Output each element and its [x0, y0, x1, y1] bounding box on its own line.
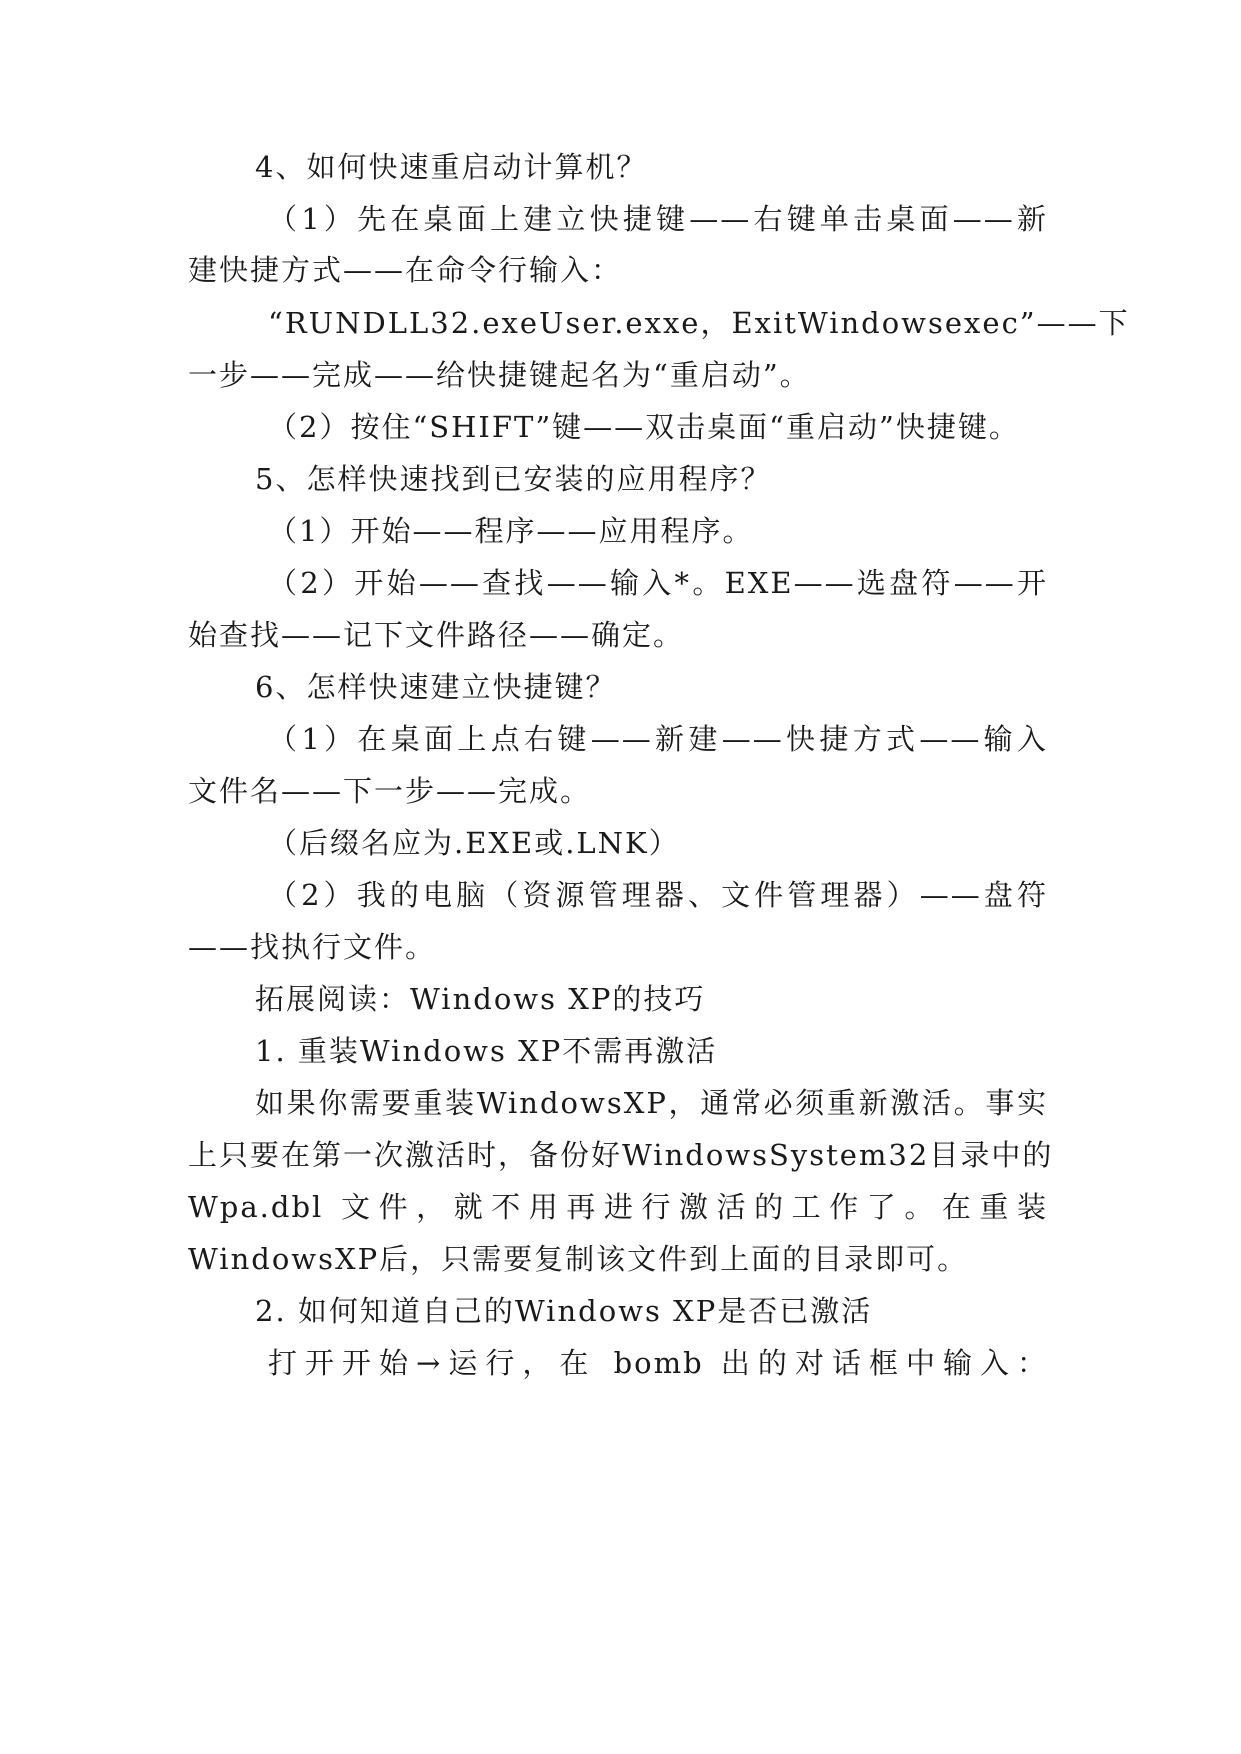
paragraph-line: （2）开始——查找——输入*。EXE——选盘符——开: [268, 566, 1048, 600]
extended-reading-heading: 拓展阅读：Windows XP的技巧: [255, 982, 706, 1016]
paragraph-line: 打开开始→运行，在 bomb 出的对话框中输入：: [268, 1346, 1048, 1380]
paragraph-line: 上只要在第一次激活时，备份好WindowsSystem32目录中的: [188, 1138, 1054, 1172]
heading-q5: 5、怎样快速找到已安装的应用程序？: [255, 462, 772, 496]
paragraph-line: （2）我的电脑（资源管理器、文件管理器）——盘符: [268, 878, 1048, 912]
paragraph-line: 始查找——记下文件路径——确定。: [188, 618, 685, 652]
heading-q6: 6、怎样快速建立快捷键？: [255, 670, 617, 704]
paragraph-line: （后缀名应为.EXE或.LNK）: [268, 826, 680, 860]
paragraph-line: 建快捷方式——在命令行输入：: [188, 253, 623, 287]
paragraph-line: 一步——完成——给快捷键起名为“重启动”。: [188, 358, 811, 392]
paragraph-line: （1）开始——程序——应用程序。: [268, 514, 754, 548]
paragraph-line: Wpa.dbl 文件，就不用再进行激活的工作了。在重装: [188, 1190, 1048, 1224]
tip-2-heading: 2. 如何知道自己的Windows XP是否已激活: [255, 1294, 873, 1328]
paragraph-line: 如果你需要重装WindowsXP，通常必须重新激活。事实: [255, 1086, 1048, 1120]
paragraph-line: （2）按住“SHIFT”键——双击桌面“重启动”快捷键。: [268, 410, 1020, 444]
paragraph-line: “RUNDLL32.exeUser.exxe，ExitWindowsexec”——下: [268, 306, 1130, 340]
tip-1-heading: 1. 重装Windows XP不需再激活: [255, 1034, 718, 1068]
heading-q4: 4、如何快速重启动计算机？: [255, 150, 648, 184]
paragraph-line: ——找执行文件。: [188, 930, 437, 964]
paragraph-line: 文件名——下一步——完成。: [188, 774, 592, 808]
paragraph-line: （1）在桌面上点右键——新建——快捷方式——输入: [268, 722, 1048, 756]
paragraph-line: （1）先在桌面上建立快捷键——右键单击桌面——新: [268, 202, 1048, 236]
paragraph-line: WindowsXP后，只需要复制该文件到上面的目录即可。: [188, 1242, 969, 1276]
